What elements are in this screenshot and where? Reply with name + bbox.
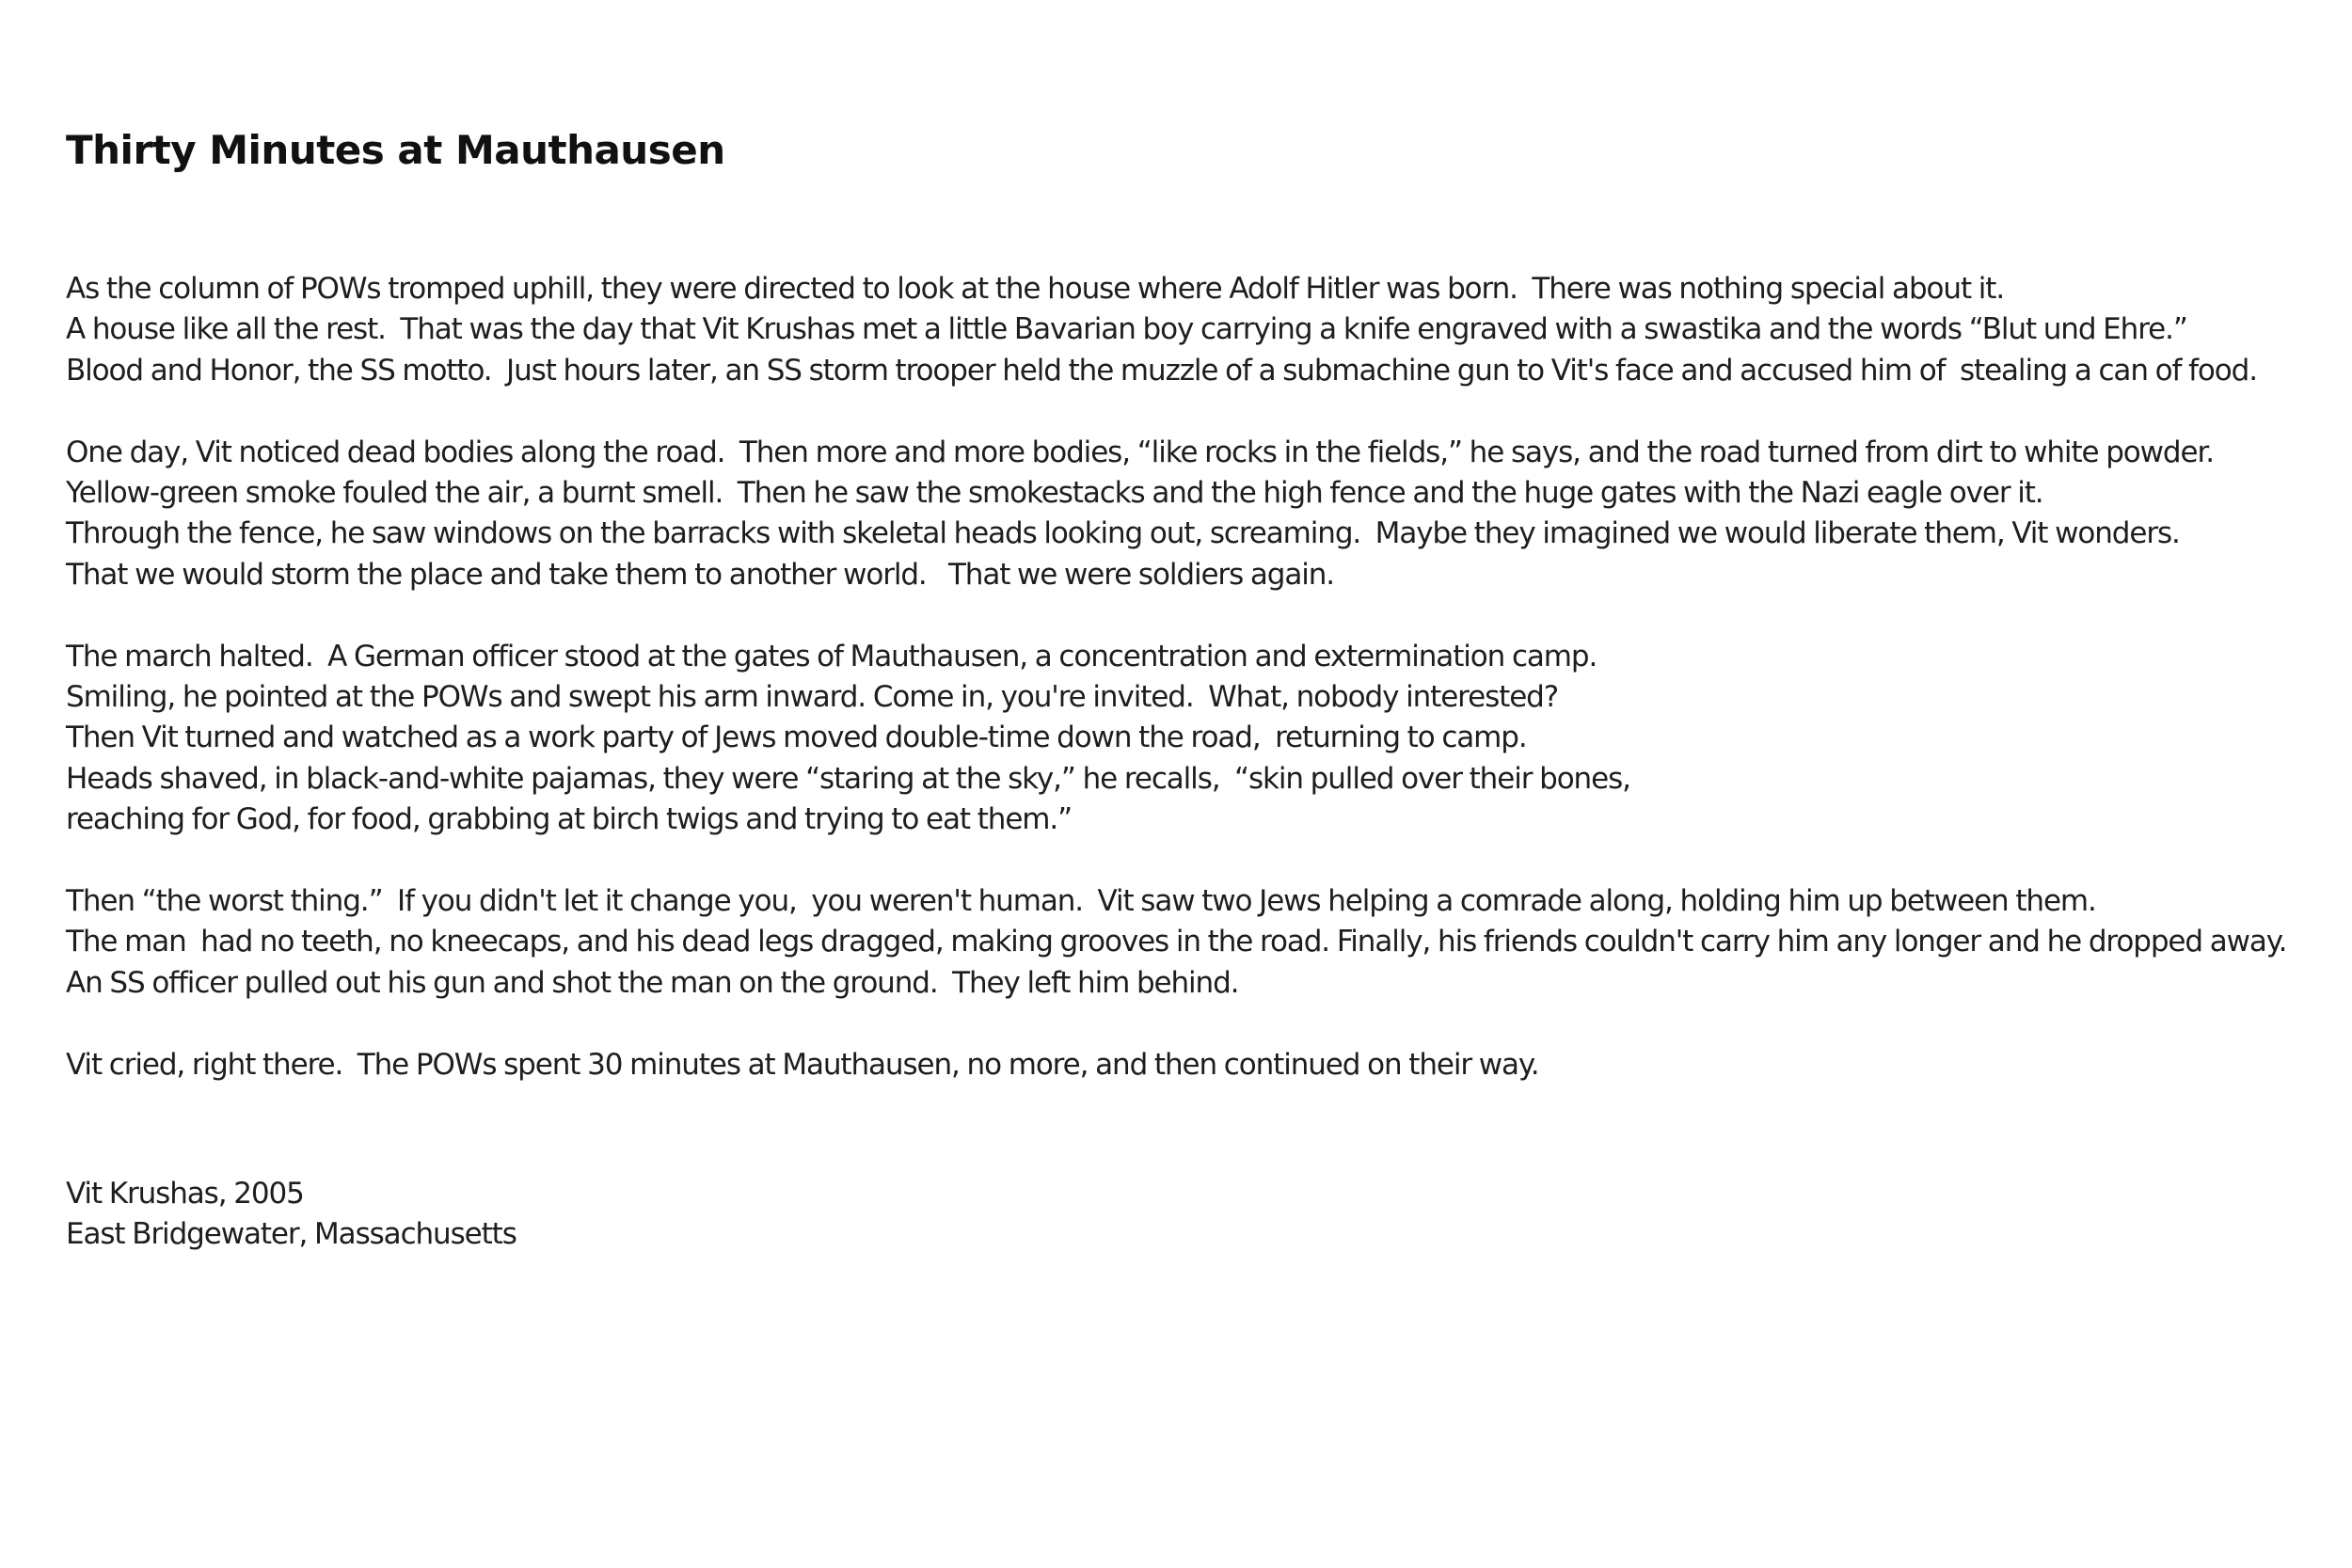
signature-location: East Bridgewater, Massachusetts (66, 1217, 516, 1252)
paragraph-3 (66, 637, 2324, 841)
text-line: Then Vit turned and watched as a work party of Jews moved double-time down the road, returning to camp. (66, 721, 1527, 755)
signature-block (66, 1174, 516, 1256)
paragraph-5 (66, 1045, 2324, 1085)
text-line: As the column of POWs tromped uphill, they were directed to look at the house where Adolf Hitler was born. There was nothing special about it. (66, 272, 2005, 306)
text-line: The march halted. A German officer stood at the gates of Mauthausen, a concentration and extermination camp. (66, 639, 1597, 673)
document-page (66, 0, 2324, 1568)
paragraph-1 (66, 269, 2324, 391)
text-line: That we would storm the place and take them to another world. That we were soldiers again. (66, 557, 1335, 592)
text-line: Through the fence, he saw windows on the barracks with skeletal heads looking out, screaming. Maybe they imagined we would liberate them, Vit wonders. (66, 516, 2180, 551)
paragraph-2 (66, 433, 2324, 596)
paragraph-4 (66, 881, 2324, 1004)
text-line: A house like all the rest. That was the day that Vit Krushas met a little Bavarian boy carrying a knife engraved with a swastika and the words “Blut und Ehre.” (66, 312, 2187, 347)
text-line: reaching for God, for food, grabbing at birch twigs and trying to eat them.” (66, 802, 1073, 837)
text-line: Yellow-green smoke fouled the air, a burnt smell. Then he saw the smokestacks and the high fence and the huge gates with the Nazi eagle over it. (66, 476, 2043, 511)
signature-name-year: Vit Krushas, 2005 (66, 1177, 304, 1211)
text-line: Heads shaved, in black-and-white pajamas, they were “staring at the sky,” he recalls, “skin pulled over their bones, (66, 761, 1630, 796)
story-body (66, 269, 2324, 1126)
text-line: Vit cried, right there. The POWs spent 30 minutes at Mauthausen, no more, and then continued on their way. (66, 1047, 1539, 1082)
text-line: One day, Vit noticed dead bodies along the road. Then more and more bodies, “like rocks in the fields,” he says, and the road turned from dirt to white powder. (66, 435, 2215, 469)
text-line: Smiling, he pointed at the POWs and swept his arm inward. Come in, you're invited. What, nobody interested? (66, 680, 1559, 715)
text-line: Then “the worst thing.” If you didn't let it change you, you weren't human. Vit saw two Jews helping a comrade along, holding him up between them. (66, 884, 2096, 919)
text-line: The man had no teeth, no kneecaps, and his dead legs dragged, making grooves in the road. Finally, his friends couldn't carry him any longer and he dropped away. (66, 925, 2287, 959)
text-line: Blood and Honor, the SS motto. Just hours later, an SS storm trooper held the muzzle of a submachine gun to Vit's face and accused him of stealing a can of food. (66, 353, 2257, 388)
document-title: Thirty Minutes at Mauthausen (66, 127, 725, 173)
text-line: An SS officer pulled out his gun and shot the man on the ground. They left him behind. (66, 965, 1239, 1000)
